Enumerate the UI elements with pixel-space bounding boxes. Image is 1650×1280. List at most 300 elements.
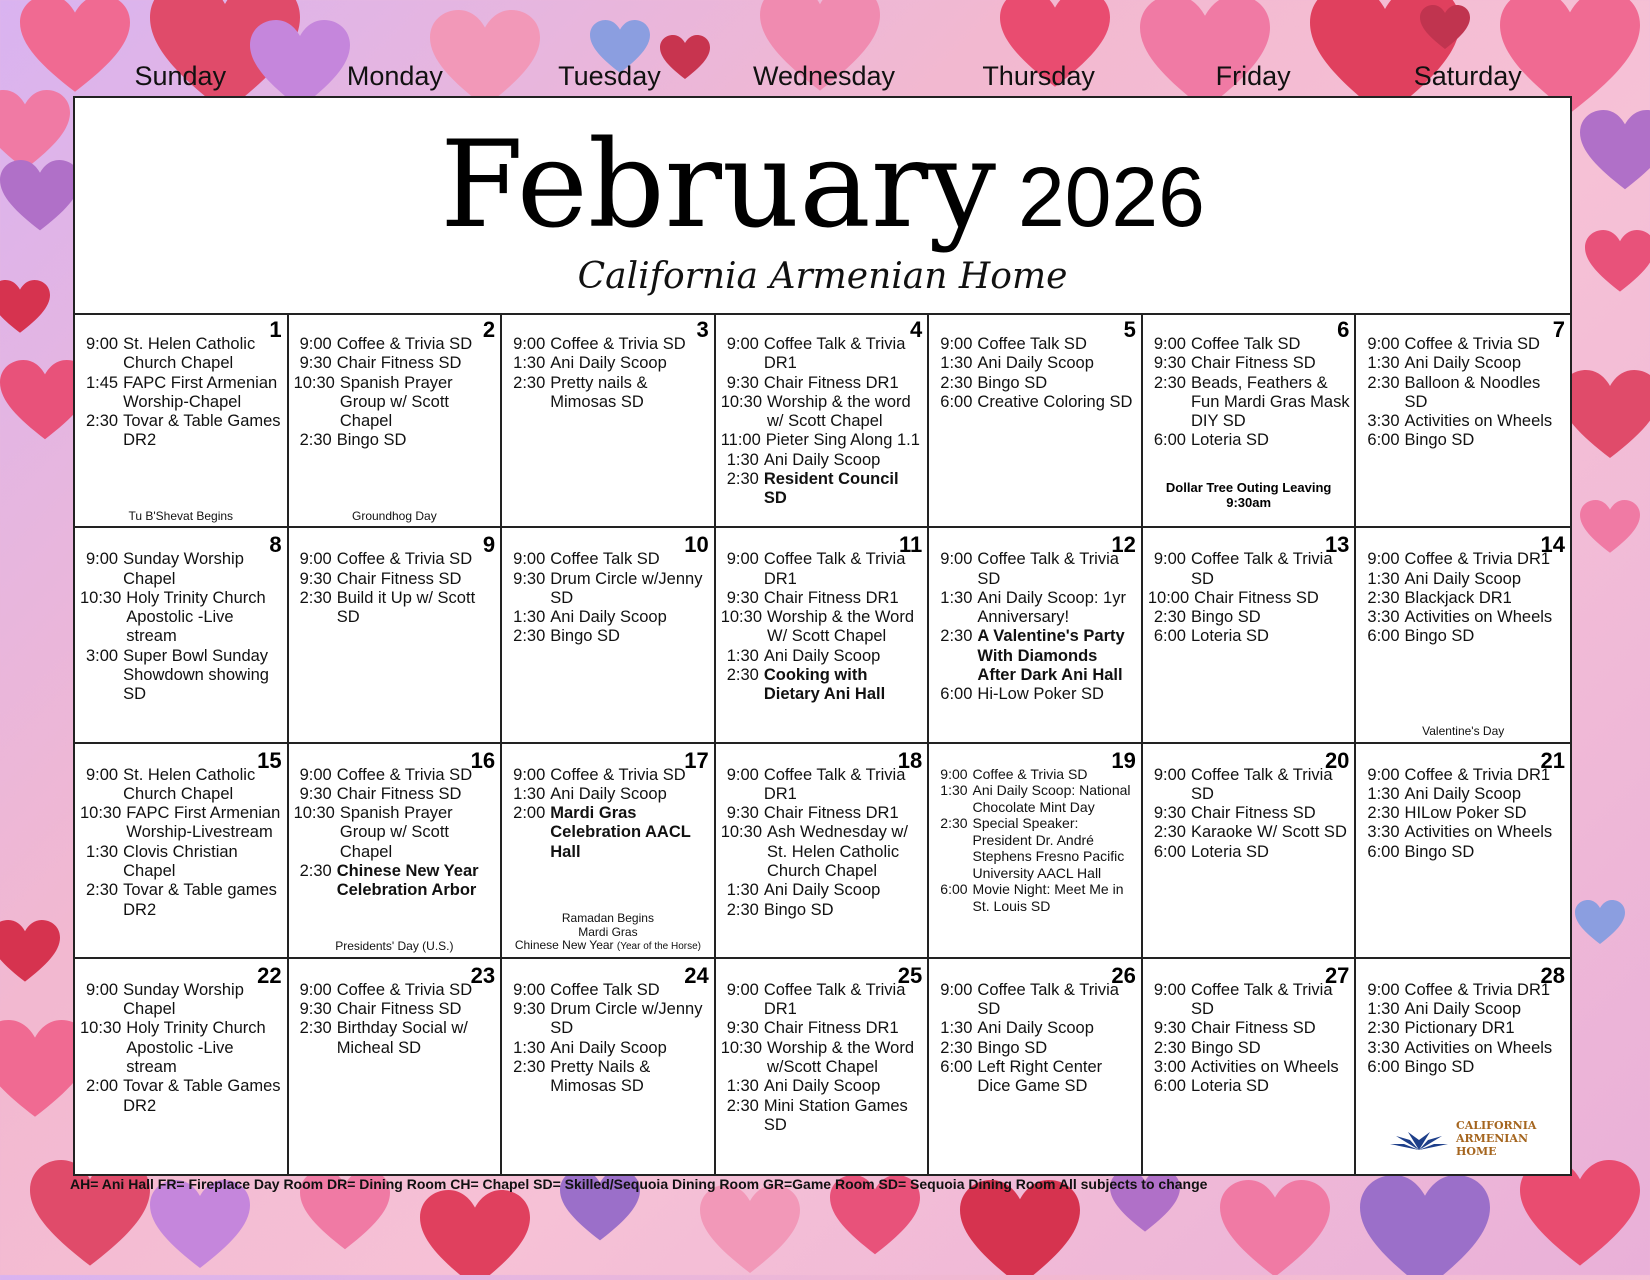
event-description: Coffee & Trivia SD (336, 765, 473, 784)
event-time: 2:30 (86, 412, 119, 431)
event-description: Loteria SD (1190, 431, 1269, 450)
calendar-grid (75, 313, 1570, 1174)
event-item (294, 1019, 497, 1058)
event-time: 9:00 (86, 980, 119, 999)
event-list (80, 550, 283, 704)
event-item (721, 431, 924, 450)
event-time: 6:00 (1367, 627, 1400, 646)
event-description: Pretty nails & Mimosas SD (550, 373, 648, 411)
event-item (934, 354, 1137, 373)
event-description: Coffee Talk & Trivia DR1 (763, 335, 906, 373)
event-description: Coffee Talk SD (550, 550, 660, 569)
day-cell-16 (289, 744, 503, 959)
event-description: Tovar & Table games DR2 (123, 881, 277, 919)
event-item (1361, 981, 1566, 1000)
event-description: Bingo SD (1404, 627, 1475, 646)
day-number: 20 (1324, 747, 1350, 773)
event-description: Ani Daily Scoop (1404, 354, 1522, 373)
event-time: 9:00 (86, 550, 119, 569)
event-time: 6:00 (940, 392, 973, 411)
event-item (507, 804, 710, 862)
event-item (1361, 1039, 1566, 1058)
lotus-logo-icon (1390, 1126, 1448, 1152)
event-description: Bingo SD (336, 431, 407, 450)
event-description: Ani Daily Scoop (550, 1038, 667, 1057)
event-item (507, 785, 710, 804)
event-item (1361, 627, 1566, 646)
event-description: Hi-Low Poker SD (977, 685, 1104, 704)
event-item (721, 335, 924, 374)
event-time: 9:30 (726, 588, 759, 607)
event-time: 2:30 (1367, 588, 1400, 607)
event-time: 9:30 (299, 1000, 332, 1019)
day-cell-12 (929, 528, 1143, 743)
event-time: 2:30 (1367, 1019, 1400, 1038)
event-time: 2:30 (940, 373, 973, 392)
day-number: 28 (1540, 962, 1565, 988)
event-list (294, 766, 497, 901)
event-description: Ani Daily Scoop (1404, 784, 1522, 803)
event-item (721, 451, 924, 470)
event-time: 2:30 (299, 861, 332, 880)
event-item (294, 766, 497, 785)
event-item (721, 374, 924, 393)
day-cell-2 (289, 313, 503, 528)
event-description: Coffee Talk & Trivia SD (1190, 550, 1333, 588)
calendar-frame (73, 96, 1572, 1176)
event-description: Pictionary DR1 (1404, 1019, 1515, 1038)
event-item (721, 1019, 924, 1038)
holiday-note: Groundhog Day (351, 508, 437, 523)
event-description: Chair Fitness SD (1190, 1019, 1316, 1038)
event-time: 9:30 (299, 569, 332, 588)
day-number: 14 (1540, 532, 1565, 558)
event-item (507, 1000, 710, 1039)
event-time: 9:00 (940, 550, 973, 569)
event-description: Coffee & Trivia DR1 (1404, 765, 1551, 784)
event-item (1361, 550, 1566, 569)
day-number: 9 (482, 532, 496, 558)
event-item (1148, 981, 1351, 1020)
day-cell-6 (1143, 313, 1357, 528)
event-item (721, 550, 924, 589)
event-description: Loteria SD (1190, 1077, 1269, 1096)
event-item (1148, 589, 1351, 608)
event-item (934, 550, 1137, 589)
day-number: 26 (1111, 962, 1136, 988)
event-list (507, 550, 710, 646)
event-description: Coffee & Trivia SD (550, 335, 686, 353)
event-item (1361, 785, 1566, 804)
event-description: A Valentine's Party With Diamonds After Dark Ani Hall (977, 627, 1125, 685)
event-time: 9:00 (299, 550, 332, 569)
event-list (934, 550, 1137, 704)
event-item (507, 550, 710, 569)
event-description: Drum Circle w/Jenny SD (550, 1000, 703, 1038)
event-time: 6:00 (1367, 842, 1400, 861)
event-description: Resident Council SD (763, 470, 899, 508)
day-number: 13 (1324, 532, 1350, 558)
event-item (721, 608, 924, 647)
day-cell-21 (1356, 744, 1570, 959)
event-item (1361, 804, 1566, 823)
event-time: 1:30 (940, 588, 973, 607)
event-item (507, 570, 710, 609)
event-item (721, 470, 924, 509)
event-list (934, 766, 1137, 915)
event-description: Chair Fitness SD (1190, 804, 1316, 823)
event-item (1148, 627, 1351, 646)
event-item (1361, 589, 1566, 608)
event-description: Chair Fitness DR1 (763, 373, 899, 392)
day-number: 4 (910, 317, 923, 342)
event-description: Sunday Worship Chapel (123, 550, 244, 588)
room-legend: AH= Ani Hall FR= Fireplace Day Room DR= Dining Room CH= Chapel SD= Skilled/Sequoia Dining Room GR=Game Room SD= Sequoia Dining Room All subjects to change (70, 1176, 1208, 1192)
event-time: 9:30 (1153, 354, 1186, 373)
outing-note: Dollar Tree Outing Leaving 9:30am (1165, 480, 1332, 511)
day-cell-25 (716, 959, 930, 1174)
event-item (934, 393, 1137, 412)
event-description: Coffee Talk & Trivia SD (977, 550, 1119, 588)
event-item (507, 374, 710, 413)
event-time: 3:30 (1367, 1038, 1400, 1057)
event-item (1148, 804, 1351, 823)
event-description: Pieter Sing Along 1.1 (765, 431, 920, 450)
event-item (1361, 766, 1566, 785)
day-cell-26 (929, 959, 1143, 1174)
event-item (934, 1058, 1137, 1097)
day-number: 5 (1123, 317, 1136, 342)
event-description: Coffee Talk & Trivia SD (1190, 765, 1333, 803)
event-item (294, 785, 497, 804)
event-item (1148, 354, 1351, 373)
event-description: Birthday Social w/ Micheal SD (336, 1019, 468, 1057)
event-item (934, 782, 1137, 815)
event-list (507, 981, 710, 1097)
day-number: 2 (482, 317, 496, 342)
event-time: 9:00 (1367, 765, 1400, 784)
event-description: Mardi Gras Celebration AACL Hall (550, 804, 691, 861)
event-time: 2:30 (86, 881, 119, 900)
weekday-monday: Monday (346, 61, 443, 91)
day-number: 21 (1540, 747, 1565, 773)
event-description: Sunday Worship Chapel (123, 980, 244, 1019)
event-description: Super Bowl Sunday Showdown showing SD (123, 646, 269, 704)
event-item (1361, 374, 1566, 413)
event-time: 2:30 (513, 373, 546, 392)
event-description: Coffee & Trivia SD (336, 980, 473, 999)
event-list (1148, 766, 1351, 862)
event-item (1148, 1077, 1351, 1096)
event-time: 9:00 (86, 335, 119, 353)
event-time: 1:30 (940, 354, 973, 373)
event-description: Ani Daily Scoop: National Chocolate Mint Day (972, 782, 1131, 815)
event-time: 1:30 (1367, 784, 1400, 803)
event-time: 9:00 (1367, 550, 1400, 569)
event-description: Chair Fitness DR1 (763, 588, 899, 607)
event-time: 1:45 (86, 373, 119, 392)
event-description: Ani Daily Scoop (550, 608, 667, 627)
event-item (507, 627, 710, 646)
event-description: Tovar & Table Games DR2 (123, 1077, 281, 1115)
event-item (1148, 843, 1351, 862)
event-description: Cooking with Dietary Ani Hall (763, 666, 886, 704)
day-number: 27 (1324, 962, 1350, 988)
day-number: 18 (897, 747, 923, 773)
event-description: Ani Daily Scoop (1404, 1000, 1522, 1019)
event-time: 9:00 (299, 980, 332, 999)
event-item (80, 1077, 283, 1116)
event-item (80, 766, 283, 805)
event-time: 9:00 (1153, 335, 1186, 353)
event-time: 6:00 (940, 685, 973, 704)
event-description: Holy Trinity Church Apostolic -Live stream (126, 1019, 266, 1076)
day-number: 17 (684, 747, 709, 773)
event-time: 6:00 (940, 1057, 973, 1076)
event-description: Coffee Talk SD (977, 335, 1087, 353)
event-item (507, 1058, 710, 1097)
event-item (507, 354, 710, 373)
event-item (80, 550, 283, 589)
event-list (294, 550, 497, 627)
event-time: 2:30 (726, 666, 759, 685)
event-description: Ani Daily Scoop (550, 354, 667, 373)
event-list (1361, 981, 1566, 1077)
event-description: Bingo SD (1190, 608, 1261, 627)
event-time: 2:30 (1153, 608, 1186, 627)
event-item (934, 627, 1137, 685)
day-number: 12 (1111, 532, 1136, 558)
event-description: Coffee Talk & Trivia DR1 (763, 980, 906, 1019)
event-description: FAPC First Armenian Worship-Chapel (123, 373, 278, 411)
day-cell-3 (502, 313, 716, 528)
event-time: 9:00 (940, 335, 973, 353)
event-time: 3:30 (1367, 412, 1400, 431)
event-item (1361, 1058, 1566, 1077)
event-item (80, 1019, 283, 1077)
event-item (294, 862, 497, 901)
event-description: Bingo SD (1404, 842, 1475, 861)
event-description: Bingo SD (550, 627, 620, 646)
event-list (80, 981, 283, 1116)
event-time: 2:30 (940, 627, 973, 646)
event-time: 1:30 (726, 450, 759, 469)
event-description: Loteria SD (1190, 842, 1269, 861)
event-item (294, 374, 497, 432)
event-description: Chair Fitness DR1 (763, 1019, 899, 1038)
event-description: Coffee & Trivia DR1 (1404, 980, 1551, 999)
event-time: 10:30 (720, 608, 762, 627)
event-item (934, 374, 1137, 393)
event-time: 2:30 (940, 815, 968, 831)
event-description: Ani Daily Scoop (763, 450, 881, 469)
event-list (294, 335, 497, 451)
event-item (507, 1039, 710, 1058)
event-item (721, 981, 924, 1020)
event-description: Ani Daily Scoop (1404, 569, 1522, 588)
event-time: 10:30 (80, 588, 122, 607)
event-item (80, 804, 283, 843)
event-item (721, 1097, 924, 1136)
day-cell-13 (1143, 528, 1357, 743)
event-time: 9:00 (1153, 550, 1186, 569)
day-number: 19 (1111, 747, 1136, 773)
event-description: FAPC First Armenian Worship-Livestream (126, 804, 281, 842)
event-list (934, 981, 1137, 1097)
event-description: Special Speaker: President Dr. André Stephens Fresno Pacific University AACL Hall (972, 815, 1125, 881)
weekday-sunday: Sunday (134, 61, 227, 91)
organization-logo (1390, 1119, 1556, 1158)
event-description: Chair Fitness DR1 (763, 804, 899, 823)
event-description: Drum Circle w/Jenny SD (550, 569, 703, 607)
event-description: Ani Daily Scoop (763, 646, 881, 665)
event-time: 2:30 (299, 588, 332, 607)
event-time: 2:30 (299, 1019, 332, 1038)
event-time: 3:30 (1367, 608, 1400, 627)
event-time: 9:30 (1153, 804, 1186, 823)
event-item (934, 685, 1137, 704)
event-item (1148, 823, 1351, 842)
event-description: Spanish Prayer Group w/ Scott Chapel (339, 373, 453, 431)
event-time: 6:00 (940, 881, 968, 897)
event-list (507, 766, 710, 862)
event-time: 10:30 (720, 823, 762, 842)
event-item (1361, 1019, 1566, 1038)
event-item (294, 550, 497, 569)
weekday-wednesday: Wednesday (752, 61, 896, 91)
event-description: Chair Fitness SD (336, 354, 462, 373)
event-item (294, 431, 497, 450)
weekday-friday: Friday (1215, 61, 1291, 91)
event-description: Activities on Wheels (1404, 823, 1553, 842)
event-time: 9:00 (513, 980, 546, 999)
event-item (721, 1077, 924, 1096)
event-time: 3:30 (1367, 823, 1400, 842)
event-description: Holy Trinity Church Apostolic -Live stream (126, 588, 266, 646)
event-time: 1:30 (1367, 569, 1400, 588)
day-number: 8 (269, 532, 282, 558)
event-list (1361, 766, 1566, 862)
event-description: Clovis Christian Chapel (123, 842, 238, 880)
event-time: 10:30 (80, 804, 122, 823)
event-time: 9:30 (726, 1019, 759, 1038)
event-item (1361, 843, 1566, 862)
event-item (1361, 354, 1566, 373)
event-description: Bingo SD (977, 1038, 1048, 1057)
event-item (721, 881, 924, 900)
event-description: Ani Daily Scoop (763, 881, 881, 900)
event-description: Coffee Talk & Trivia DR1 (763, 550, 906, 588)
event-description: Worship & the word w/ Scott Chapel (767, 392, 911, 431)
event-description: Worship & the Word W/ Scott Chapel (767, 608, 915, 646)
event-description: Coffee & Trivia SD (336, 335, 473, 353)
event-description: St. Helen Catholic Church Chapel (123, 335, 256, 373)
day-cell-7 (1356, 313, 1570, 528)
day-number: 7 (1552, 317, 1565, 342)
event-time: 2:30 (726, 900, 759, 919)
event-item (80, 335, 283, 374)
event-item (507, 335, 710, 354)
event-description: Chair Fitness SD (336, 569, 462, 588)
event-list (507, 335, 710, 412)
event-item (721, 589, 924, 608)
event-list (721, 335, 924, 509)
event-time: 10:30 (720, 1038, 762, 1057)
holiday-note: Tu B'Shevat Begins (128, 508, 234, 523)
day-number: 25 (897, 962, 923, 988)
event-time: 9:30 (726, 804, 759, 823)
weekday-thursday: Thursday (982, 61, 1095, 91)
event-list (80, 335, 283, 451)
holiday-note: Ramadan Begins Mardi Gras Chinese New Year (Year of the Horse) (514, 911, 702, 953)
event-list (721, 981, 924, 1135)
event-description: Coffee & Trivia SD (1404, 335, 1540, 353)
event-list (1361, 335, 1566, 451)
day-cell-19 (929, 744, 1143, 959)
event-item (934, 1019, 1137, 1038)
weekday-saturday: Saturday (1413, 61, 1522, 91)
event-description: Chinese New Year Celebration Arbor (336, 861, 479, 900)
event-time: 2:30 (299, 431, 332, 450)
calendar-header (75, 98, 1570, 315)
event-item (80, 981, 283, 1020)
event-time: 2:30 (726, 1096, 759, 1115)
event-item (1361, 1000, 1566, 1019)
day-number: 10 (684, 532, 709, 558)
event-description: Activities on Wheels (1404, 412, 1553, 431)
event-description: Bingo SD (763, 900, 834, 919)
event-description: Blackjack DR1 (1404, 588, 1512, 607)
event-description: Activities on Wheels (1404, 1038, 1553, 1057)
event-time: 1:30 (940, 1019, 973, 1038)
event-time: 2:00 (513, 804, 546, 823)
event-time: 9:30 (513, 1000, 546, 1019)
event-time: 2:30 (513, 1057, 546, 1076)
event-list (294, 981, 497, 1058)
event-description: Chair Fitness SD (336, 1000, 462, 1019)
day-cell-22 (75, 959, 289, 1174)
event-time: 9:00 (726, 335, 759, 353)
event-time: 6:00 (1153, 431, 1186, 450)
event-item (507, 608, 710, 627)
day-cell-5 (929, 313, 1143, 528)
month-title (75, 116, 1570, 255)
event-time: 6:00 (1367, 431, 1400, 450)
event-time: 9:00 (940, 765, 968, 782)
event-description: Build it Up w/ Scott SD (336, 588, 476, 627)
event-item (294, 981, 497, 1000)
event-description: Chair Fitness SD (1190, 354, 1316, 373)
day-number: 15 (257, 747, 282, 773)
event-time: 2:30 (1153, 1038, 1186, 1057)
holiday-note: Presidents' Day (U.S.) (335, 939, 454, 954)
year: 2026 (1018, 150, 1205, 244)
day-cell-1 (75, 313, 289, 528)
event-time: 2:30 (1367, 373, 1400, 392)
event-time: 9:30 (726, 373, 759, 392)
event-description: Activities on Wheels (1190, 1057, 1339, 1076)
event-time: 9:00 (1367, 335, 1400, 353)
event-description: Loteria SD (1190, 627, 1269, 646)
event-time: 3:00 (86, 646, 119, 665)
event-item (934, 881, 1137, 914)
event-time: 1:30 (940, 782, 968, 798)
holiday-note: Valentine's Day (1422, 724, 1505, 738)
event-description: Ani Daily Scoop (977, 1019, 1094, 1038)
event-item (1148, 1019, 1351, 1038)
event-description: Bingo SD (1404, 1057, 1475, 1076)
event-description: Left Right Center Dice Game SD (977, 1057, 1103, 1096)
